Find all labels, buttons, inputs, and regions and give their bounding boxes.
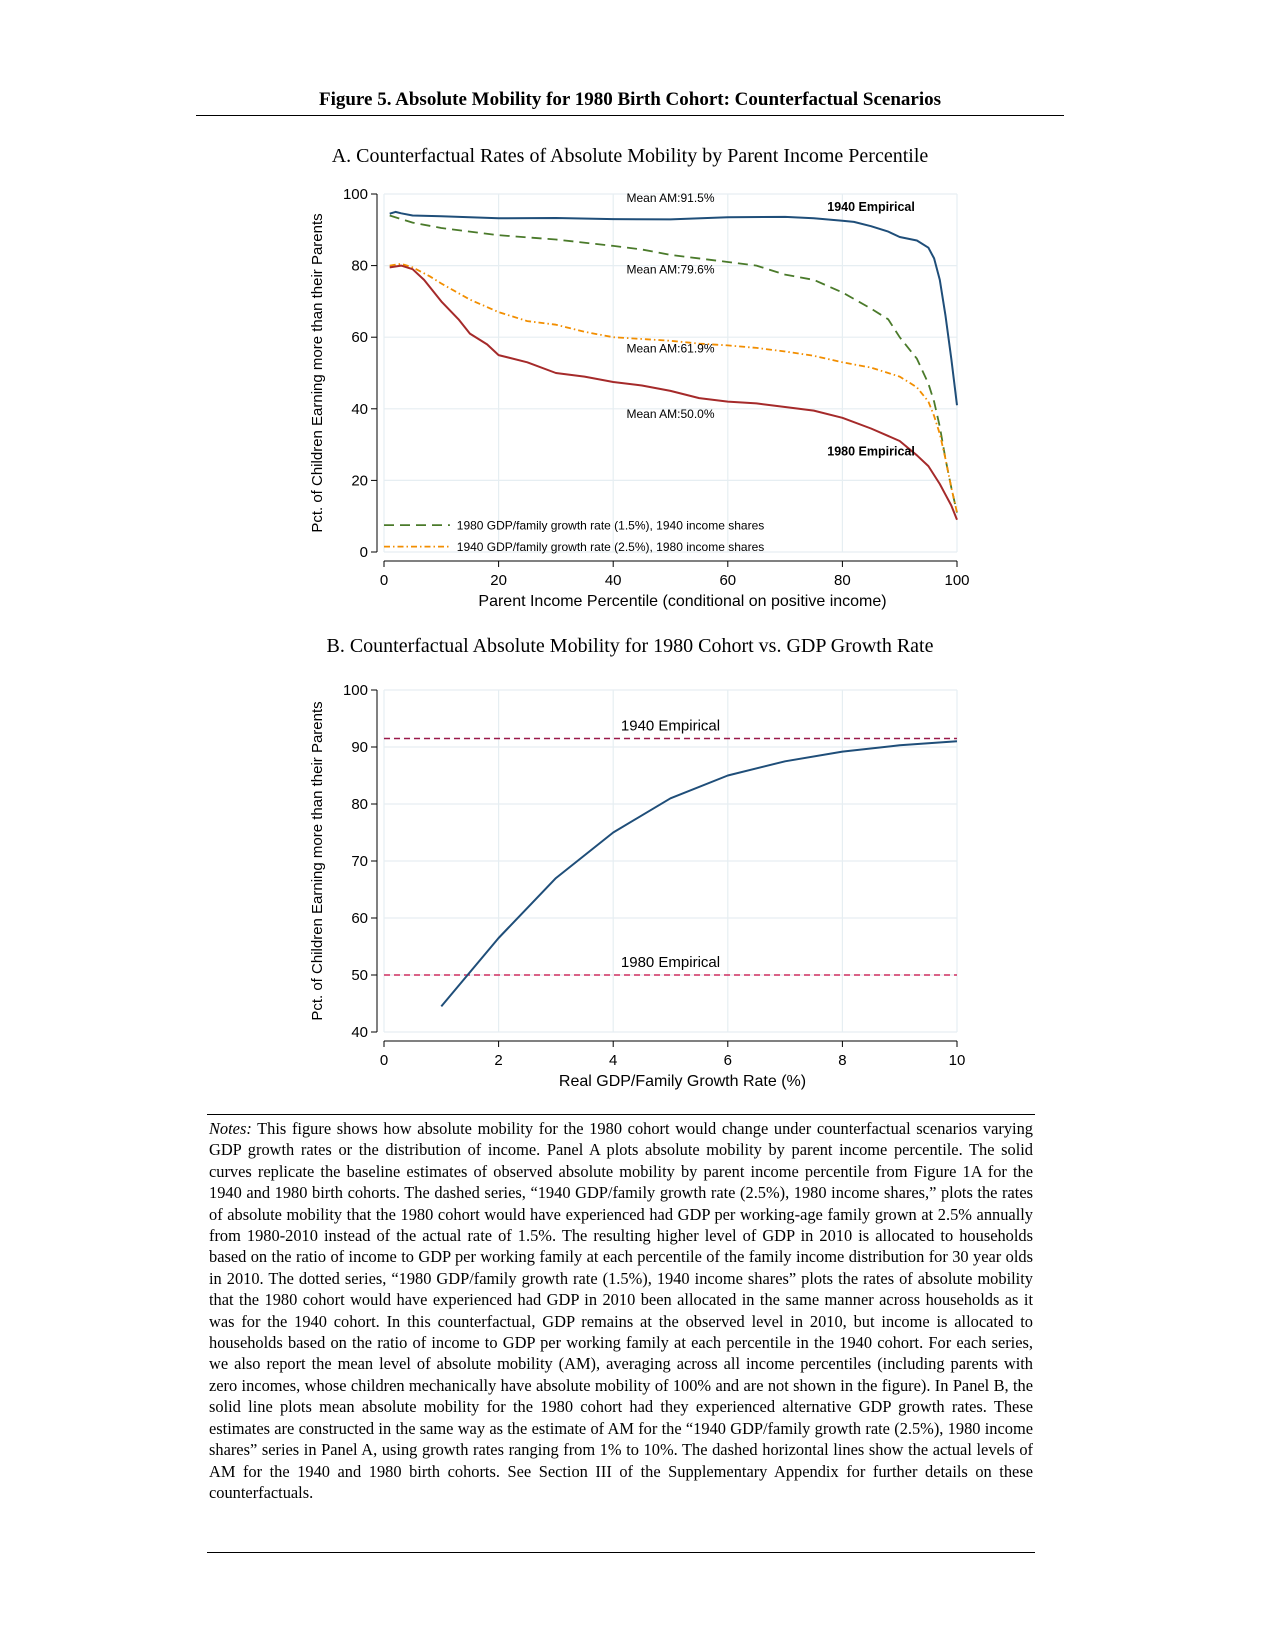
panel-b-x-tick-label: 4 <box>609 1052 618 1069</box>
mean-am-label: Mean AM:61.9% <box>626 341 715 356</box>
notes-label: Notes: <box>209 1119 252 1138</box>
mean-am-label: Mean AM:79.6% <box>626 262 715 277</box>
panel-b-y-tick-label: 50 <box>351 967 368 984</box>
legend-label: 1980 GDP/family growth rate (1.5%), 1940 income shares <box>456 518 765 533</box>
panel-a-x-tick-label: 40 <box>604 572 622 589</box>
panel-b-y-tick-label: 90 <box>351 739 368 756</box>
notes-top-rule <box>207 1114 1035 1115</box>
panel-a-title: A. Counterfactual Rates of Absolute Mobility by Parent Income Percentile <box>331 145 929 167</box>
panel-b-x-tick-label: 0 <box>379 1052 389 1069</box>
label-1980-empirical: 1980 Empirical <box>827 444 915 459</box>
notes-bottom-rule <box>207 1552 1035 1553</box>
panel-b-x-tick-label: 2 <box>494 1052 503 1069</box>
panel-a-y-tick-label: 60 <box>351 329 368 347</box>
panel-a-y-tick-label: 40 <box>351 400 368 418</box>
panel-b-y-tick-label: 100 <box>342 682 368 699</box>
panel-b-y-axis-label: Pct. of Children Earning more than their Parents <box>309 701 326 1021</box>
panel-a-y-tick-label: 80 <box>351 257 368 275</box>
panel-a-x-tick-label: 60 <box>719 572 737 589</box>
panel-b-title: B. Counterfactual Absolute Mobility for 1980 Cohort vs. GDP Growth Rate <box>326 635 934 657</box>
panel-b-x-tick-label: 8 <box>838 1052 847 1069</box>
notes-text: This figure shows how absolute mobility for the 1980 cohort would change under counterfactual scenarios varying GDP growth rates or the distribution of income. Panel A plots absolute mobility by parent income percentile. The solid curves replicate the baseline estimates of observed absolute mobility by parent income percentile from Figure 1A for the 1940 and 1980 birth cohorts. The dashed series, “1940 GDP/family growth rate (2.5%), 1980 income shares,” plots the rates of absolute mobility that the 1980 cohort would have experienced had GDP per working-age family grown at 2.5% annually from 1980-2010 instead of the actual rate of 1.5%. The resulting higher level of GDP in 2010 is allocated to households based on the ratio of income to GDP per working family at each percentile of the family income distribution for 30 year olds in 2010. The dotted series, “1980 GDP/family growth rate (1.5%), 1940 income shares” plots the rates of absolute mobility that the 1980 cohort would have experienced had GDP in 2010 been allocated in the same manner across households as it was for the 1940 cohort. In this counterfactual, GDP remains at the observed level in 2010, but income is allocated to households based on the ratio of income to GDP per working family at each percentile in the 1940 cohort. For each series, we also report the mean level of absolute mobility (AM), averaging across all income percentiles (including parents with zero incomes, whose children mechanically have absolute mobility of 100% and are not shown in the figure). In Panel B, the solid line plots mean absolute mobility for the 1980 cohort had they experienced alternative GDP growth rates. These estimates are constructed in the same way as the estimate of AM for the “1940 GDP/family growth rate (2.5%), 1980 income shares” series in Panel A, using growth rates ranging from 1% to 10%. The dashed horizontal lines show the actual levels of AM for the 1940 and 1980 birth cohorts. See Section III of the Supplementary Appendix for further details on these counterfactuals. <box>209 1119 1033 1502</box>
panel-b-y-tick-label: 70 <box>351 853 368 870</box>
panel-b-y-tick-label: 80 <box>351 796 368 813</box>
hline-1980-label: 1980 Empirical <box>620 954 721 971</box>
panel-a-y-tick-label: 20 <box>351 472 368 490</box>
panel-a-x-tick-label: 80 <box>834 572 851 589</box>
legend-label: 1940 GDP/family growth rate (2.5%), 1980 income shares <box>456 540 765 555</box>
panel-a-x-tick-label: 100 <box>944 572 970 589</box>
panel-b-x-tick-label: 10 <box>948 1052 966 1069</box>
figure-title: Figure 5. Absolute Mobility for 1980 Birth Cohort: Counterfactual Scenarios <box>318 89 942 110</box>
label-1940-empirical: 1940 Empirical <box>827 200 915 215</box>
mean-am-label: Mean AM:50.0% <box>626 406 715 421</box>
panel-a-x-axis-label: Parent Income Percentile (conditional on positive income) <box>478 593 887 610</box>
mean-am-label: Mean AM:91.5% <box>626 190 715 205</box>
panel-b-y-tick-label: 60 <box>351 910 368 927</box>
panel-a-x-tick-label: 20 <box>490 572 507 589</box>
panel-b-y-tick-label: 40 <box>351 1024 368 1041</box>
panel-b-x-axis-label: Real GDP/Family Growth Rate (%) <box>558 1073 807 1090</box>
panel-a-y-tick-label: 100 <box>342 186 368 203</box>
panel-b-x-tick-label: 6 <box>723 1052 732 1069</box>
panel-a-y-tick-label: 0 <box>359 544 368 561</box>
panel-a-x-tick-label: 0 <box>379 572 389 589</box>
hline-1940-label: 1940 Empirical <box>620 717 721 735</box>
panel-a-y-axis-label: Pct. of Children Earning more than their Parents <box>309 213 326 533</box>
figure-notes <box>209 1118 1033 1503</box>
